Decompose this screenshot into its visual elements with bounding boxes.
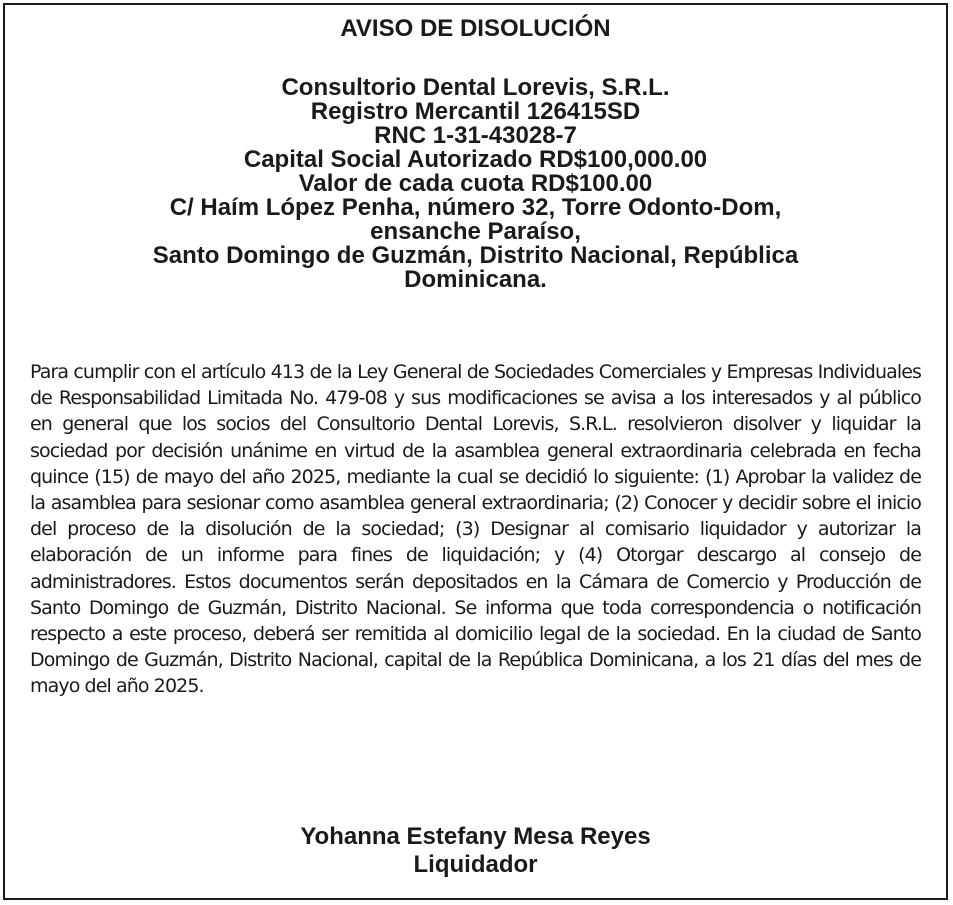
dissolution-notice [3, 3, 948, 900]
signer-role: Liquidador [413, 851, 538, 878]
address-line-2: ensanche Paraíso, [370, 218, 581, 245]
address-line-3: Santo Domingo de Guzmán, Distrito Nacional, República [152, 242, 799, 269]
notice-title: AVISO DE DISOLUCIÓN [340, 15, 611, 42]
company-details [25, 76, 926, 292]
share-value: Valor de cada cuota RD$100.00 [298, 170, 653, 197]
address-line-1: C/ Haím López Penha, número 32, Torre Odonto-Dom, [169, 194, 782, 221]
authorized-capital: Capital Social Autorizado RD$100,000.00 [243, 146, 708, 173]
address-line-4: Dominicana. [404, 266, 547, 293]
rnc-number: RNC 1-31-43028-7 [374, 122, 577, 149]
mercantile-registry: Registro Mercantil 126415SD [310, 98, 641, 125]
signature-block [5, 823, 946, 879]
notice-body: Para cumplir con el artículo 413 de la Ley General de Sociedades Comerciales y Empresas Individuales de Responsabilidad Limitada No. 479-08 y sus modificaciones se avisa a los interesados y al público en general que los socios del Consultorio Dental Lorevis, S.R.L. resolvieron disolver y liquidar la sociedad por decisión unánime en virtud de la asamblea general extraordinaria celebrada en fecha quince (15) de mayo del año 2025, mediante la cual se decidió lo siguiente: (1) Aprobar la validez de la asamblea para sesionar como asamblea general extraordinaria; (2) Conocer y decidir sobre el inicio del proceso de la disolución de la sociedad; (3) Designar al comisario liquidador y autorizar la elaboración de un informe para fines de liquidación; y (4) Otorgar descargo al consejo de administradores. Estos documentos serán depositados en la Cámara de Comercio y Producción de Santo Domingo de Guzmán, Distrito Nacional. Se informa que toda correspondencia o notificación respecto a este proceso, deberá ser remitida al domicilio legal de la sociedad. En la ciudad de Santo Domingo de Guzmán, Distrito Nacional, capital de la República Dominicana, a los 21 días del mes de mayo del año 2025. [30, 361, 921, 698]
company-name: Consultorio Dental Lorevis, S.R.L. [281, 74, 670, 101]
signer-name: Yohanna Estefany Mesa Reyes [300, 823, 651, 850]
